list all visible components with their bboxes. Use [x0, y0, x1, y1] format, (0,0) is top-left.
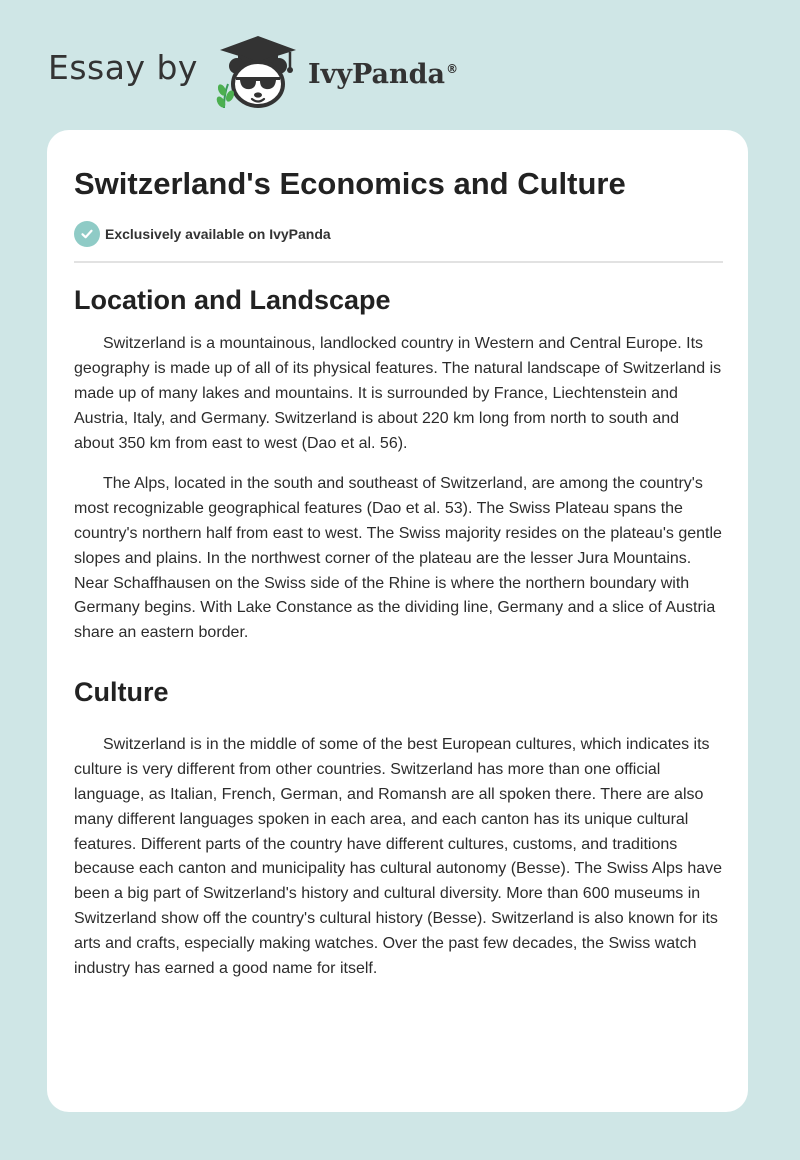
paragraph: Switzerland is a mountainous, landlocked country in Western and Central Europe. Its geography is made up of all of its physical features. The natural landscape of Switzerland is made up of many lakes and mountains. It is surrounded by France, Liechtenstein and Austria, Italy, and Germany. Switzerland is about 220 km long from north to south and about 350 km from east to west (Dao et al. 56).	[74, 335, 722, 452]
registered-mark: ®	[446, 61, 459, 76]
section-culture	[74, 676, 723, 981]
essay-card	[47, 130, 748, 1112]
section-heading: Culture	[74, 677, 169, 707]
paragraph: Switzerland is in the middle of some of the best European cultures, which indicates its culture is very different from other countries. Switzerland has more than one official language, as Italian, French, German, and Romansh are all spoken there. There are also many different languages spoken in each area, and each canton has its unique cultural features. Different parts of the country have different cultures, customs, and traditions because each canton and municipality has cultural autonomy (Besse). The Swiss Alps have been a big part of Switzerland's history and cultural diversity. More than 600 museums in Switzerland show off the country's cultural history (Besse). Switzerland is also known for its arts and crafts, especially making watches. Over the past few decades, the Swiss watch industry has earned a good name for itself.	[74, 736, 723, 977]
section-heading: Location and Landscape	[74, 285, 391, 315]
brand-name[interactable]: IvyPanda®	[307, 58, 459, 90]
paragraph: The Alps, located in the south and southeast of Switzerland, are among the country's most recognizable geographical features (Dao et al. 53). The Swiss Plateau spans the country's northern half from east to west. The Swiss majority resides on the plateau's gentle slopes and plains. In the northwest corner of the plateau are the lesser Jura Mountains. Near Schaffhausen on the Swiss side of the Rhine is where the northern boundary with Germany begins. With Lake Constance as the dividing line, Germany and a slice of Austria share an eastern border.	[74, 475, 722, 642]
brand-prefix: Essay by	[48, 47, 198, 87]
exclusive-badge-label: Exclusively available on IvyPanda	[105, 226, 331, 242]
page-title: Switzerland's Economics and Culture	[74, 166, 626, 201]
check-icon	[74, 221, 100, 247]
panda-logo-icon[interactable]	[210, 32, 306, 112]
exclusive-badge	[74, 221, 331, 247]
divider	[74, 261, 723, 263]
section-location	[74, 284, 723, 646]
site-header	[48, 32, 458, 112]
